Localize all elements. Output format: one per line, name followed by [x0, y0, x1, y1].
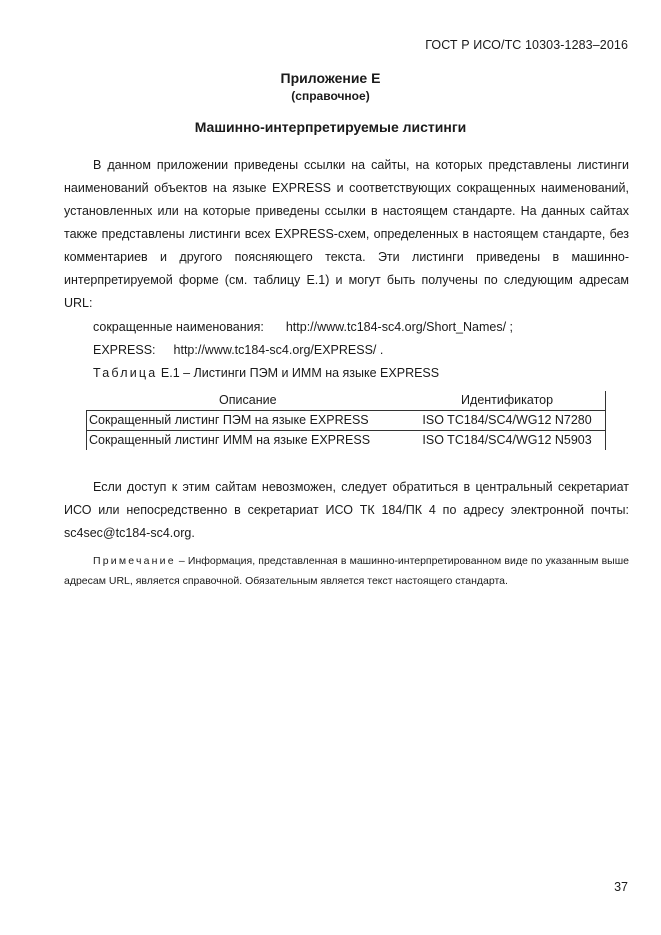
table-row [87, 411, 606, 431]
table-row [87, 431, 606, 451]
annex-title: Приложение Е [280, 70, 381, 86]
note-text: – Информация, представленная в машинно-интерпретированном виде по указанным выше адресам URL, является справочной. Обязательным является текст настоящего стандарта. [64, 555, 629, 587]
table-caption-text: Е.1 – Листинги ПЭМ и ИММ на языке EXPRESS [157, 366, 440, 380]
annex-subtitle: (справочное) [291, 89, 370, 103]
note-label: Примечание [93, 555, 176, 567]
express-label: EXPRESS: [93, 343, 156, 357]
table-header-row [87, 391, 606, 411]
contact-paragraph: Если доступ к этим сайтам невозможен, следует обратиться в центральный секретариат ИСО или непосредственно в секретариат ИСО ТК 184/ПК 4 по адресу электронной почты: sc4sec@tc184-sc4.org. [64, 480, 629, 540]
listing-table [86, 391, 606, 450]
standard-code: ГОСТ Р ИСО/ТС 10303-1283–2016 [425, 38, 628, 52]
section-heading: Машинно-интерпретируемые листинги [194, 119, 467, 135]
table-cell-description: Сокращенный листинг ПЭМ на языке EXPRESS [87, 411, 410, 431]
short-names-line [93, 316, 513, 339]
express-url: http://www.tc184-sc4.org/EXPRESS/ . [173, 343, 384, 357]
intro-paragraph: В данном приложении приведены ссылки на сайты, на которых представлены листинги наименований объектов на языке EXPRESS и соответствующих сокращенных наименований, установленных или на которые приведены ссылки в настоящем стандарте. На данных сайтах также представлены листинги всех EXPRESS-схем, определенных в настоящем стандарте, без комментариев и другого поясняющего текста. Эти листинги приведены в машинно-интерпретируемой форме (см. таблицу Е.1) и могут быть получены по следующим адресам URL: [64, 158, 629, 310]
note [64, 551, 629, 591]
table-header-description: Описание [87, 391, 410, 411]
table-cell-identifier: ISO TC184/SC4/WG12 N5903 [409, 431, 605, 451]
express-line [93, 339, 383, 362]
table-cell-description: Сокращенный листинг ИММ на языке EXPRESS [87, 431, 410, 451]
short-names-url: http://www.tc184-sc4.org/Short_Names/ ; [285, 320, 514, 334]
table-cell-identifier: ISO TC184/SC4/WG12 N7280 [409, 411, 605, 431]
table-header-identifier: Идентификатор [409, 391, 605, 411]
table-caption [93, 362, 439, 385]
page-number: 37 [614, 880, 628, 894]
short-names-label: сокращенные наименования: [93, 320, 264, 334]
table-caption-prefix: Таблица [93, 366, 158, 380]
